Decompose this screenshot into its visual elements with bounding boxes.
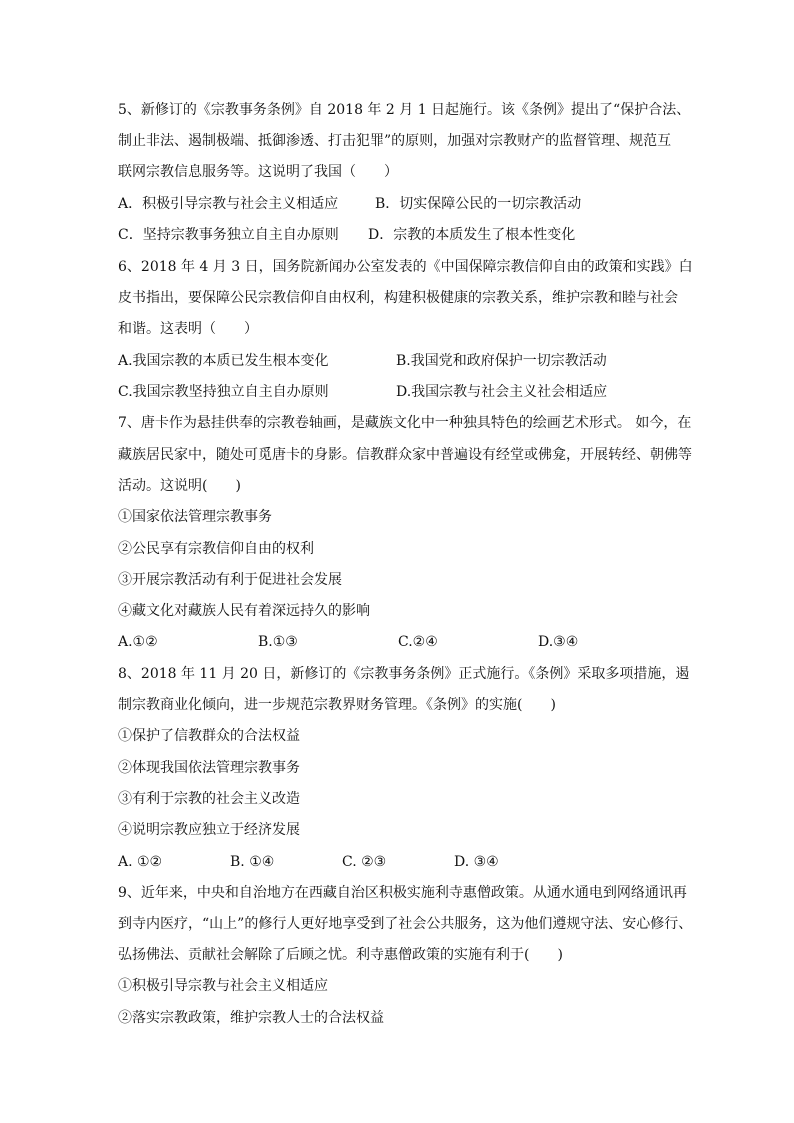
q7-item-3: ③开展宗教活动有利于促进社会发展 [118,572,342,588]
q9-item-2: ②落实宗教政策，维护宗教人士的合法权益 [118,1010,384,1026]
q5-option-a: A．积极引导宗教与社会主义相适应 [118,196,339,212]
q8-option-d: D. ③④ [454,854,499,870]
q5-stem-line-1: 5、新修订的《宗教事务条例》自 2018 年 2 月 1 日起施行。该《条例》提出了“保护合法、 [118,102,691,118]
q9-stem-line-3: 弘扬佛法、贡献社会解除了后顾之忧。利寺惠僧政策的实施有利于( ) [118,947,563,963]
q9-stem-line-1: 9、近年来，中央和自治地方在西藏自治区积极实施利寺惠僧政策。从通水通电到网络通讯再 [118,885,687,901]
q6-stem-line-2: 皮书指出，要保障公民宗教信仰自由权利，构建积极健康的宗教关系，维护宗教和睦与社会 [118,290,678,306]
q6-option-a: A.我国宗教的本质已发生根本变化 [118,353,329,369]
q8-option-a: A. ①② [118,854,163,870]
q7-stem-line-2: 藏族居民家中，随处可觅唐卡的身影。信教群众家中普遍设有经堂或佛龛，开展转经、朝佛等 [118,447,692,463]
q8-item-3: ③有利于宗教的社会主义改造 [118,791,300,807]
q6-stem-line-3: 和谐。这表明（ ） [118,321,258,337]
q7-item-4: ④藏文化对藏族人民有着深远持久的影响 [118,603,370,619]
q5-option-c: C．坚持宗教事务独立自主自办原则 [118,227,339,243]
q8-option-c: C. ②③ [342,854,387,870]
q7-option-a: A.①② [118,634,158,650]
q6-option-b: B.我国党和政府保护一切宗教活动 [396,353,607,369]
q7-stem-line-1: 7、唐卡作为悬挂供奉的宗教卷轴画，是藏族文化中一种独具特色的绘画艺术形式。 如今，在 [118,415,692,431]
q8-item-2: ②体现我国依法管理宗教事务 [118,760,300,776]
q5-stem-line-2: 制止非法、遏制极端、抵御渗透、打击犯罪”的原则，加强对宗教财产的监督管理、规范互 [118,133,672,149]
q9-stem-line-2: 到寺内医疗，“山上”的修行人更好地享受到了社会公共服务，这为他们遵规守法、安心修行、 [118,916,693,932]
q7-option-c: C.②④ [398,634,438,650]
q7-item-2: ②公民享有宗教信仰自由的权利 [118,541,314,557]
q8-item-4: ④说明宗教应独立于经济发展 [118,822,300,838]
q5-stem-line-3: 联网宗教信息服务等。这说明了我国（ ） [118,164,398,180]
q8-stem-line-1: 8、2018 年 11 月 20 日，新修订的《宗教事务条例》正式施行。《条例》采取多项措施，遏 [118,666,690,682]
q6-option-c: C.我国宗教坚持独立自主自办原则 [118,384,329,400]
q9-item-1: ①积极引导宗教与社会主义相适应 [118,978,328,994]
q8-option-b: B. ①④ [230,854,275,870]
q6-stem-line-1: 6、2018 年 4 月 3 日，国务院新闻办公室发表的《中国保障宗教信仰自由的政策和实践》白 [118,259,693,275]
q5-option-d: D．宗教的本质发生了根本性变化 [368,227,576,243]
q8-stem-line-2: 制宗教商业化倾向，进一步规范宗教界财务管理。《条例》的实施( ) [118,697,556,713]
q7-stem-line-3: 活动。这说明( ) [118,478,241,494]
q8-item-1: ①保护了信教群众的合法权益 [118,728,300,744]
q5-option-b: B．切实保障公民的一切宗教活动 [375,196,582,212]
q6-option-d: D.我国宗教与社会主义社会相适应 [396,384,608,400]
q7-option-b: B.①③ [258,634,298,650]
q7-item-1: ①国家依法管理宗教事务 [118,509,272,525]
q7-option-d: D.③④ [538,634,579,650]
